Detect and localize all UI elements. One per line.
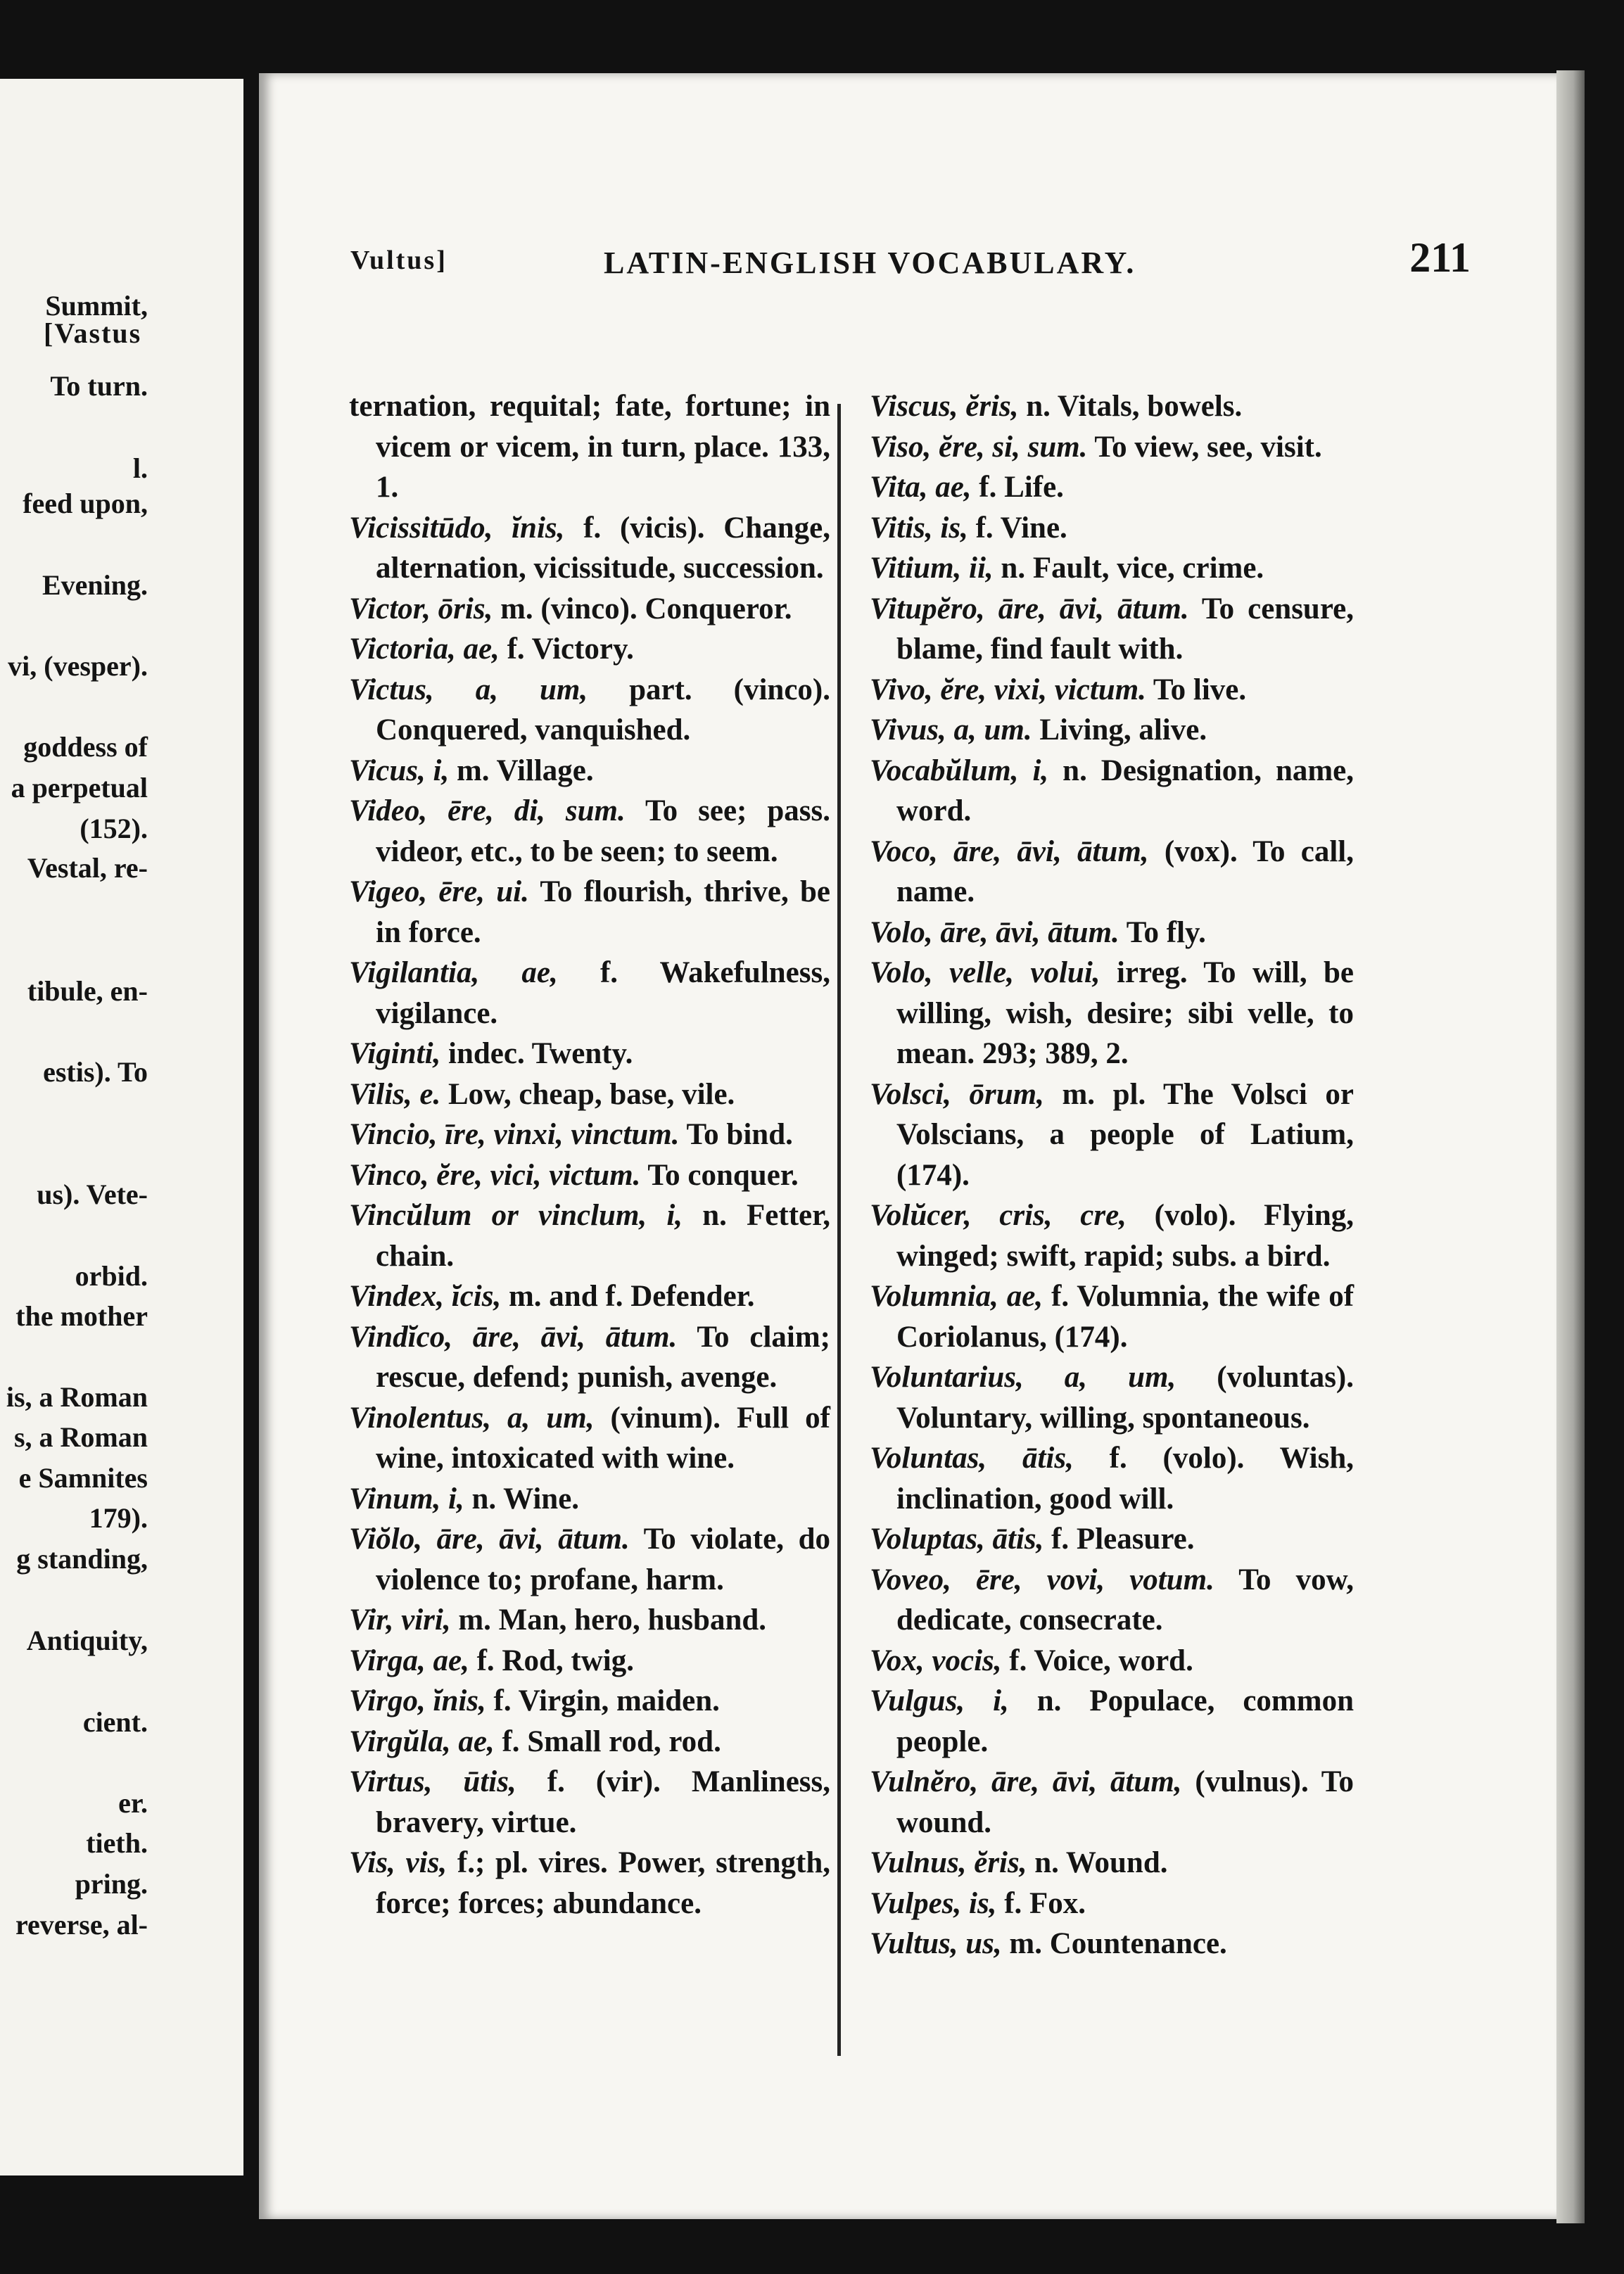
dictionary-entry: [349, 1114, 830, 1155]
entry-headword: Volumnia,: [870, 1280, 998, 1313]
dictionary-entry: [870, 467, 1354, 508]
entry-headword: Vir,: [349, 1603, 394, 1637]
entry-definition: f. Pleasure.: [1051, 1523, 1195, 1556]
entry-definition: f. Voice, word.: [1009, 1644, 1193, 1677]
dictionary-entry: [349, 1398, 830, 1479]
entry-forms: ātis,: [1022, 1442, 1074, 1475]
entry-definition: f. Virgin, maiden.: [493, 1684, 720, 1717]
previous-page-line: tibule, en-: [27, 975, 148, 1007]
entry-headword: Vigilantia,: [349, 956, 480, 989]
running-head: [350, 234, 1471, 290]
dictionary-entry: [870, 913, 1354, 953]
dictionary-entry: [349, 1317, 830, 1398]
entry-forms: ūtis,: [463, 1765, 516, 1798]
previous-page-running-head: [Vastus: [44, 317, 142, 349]
entry-headword: Victus,: [349, 673, 434, 706]
entry-definition: To claim; rescue, defend; punish, avenge.: [376, 1320, 830, 1394]
entry-definition: f. Victory.: [507, 633, 634, 666]
entry-definition: ternation, requital; fate, fortune; in vicem or vicem, in turn, place. 133, 1.: [349, 390, 830, 504]
entry-headword: Volo,: [870, 915, 933, 949]
dictionary-entry: [870, 953, 1354, 1074]
previous-page-line: Evening.: [42, 569, 148, 601]
entry-headword: Volo,: [870, 956, 933, 989]
entry-headword: Vitium,: [870, 552, 962, 585]
entry-forms: īre, vinxi, vinctum.: [445, 1118, 680, 1151]
previous-page-line: Vestal, re-: [27, 852, 148, 884]
dictionary-entry: [870, 1560, 1354, 1641]
entry-headword: Vocabŭlum,: [870, 754, 1019, 787]
entry-definition: (vox). To call, name.: [896, 834, 1355, 908]
dictionary-entry: [870, 386, 1354, 427]
previous-page-line: (152).: [80, 813, 148, 844]
dictionary-entry: [349, 508, 830, 589]
dictionary-entry: [349, 1600, 830, 1641]
entry-definition: To view, see, visit.: [1094, 430, 1322, 464]
entry-headword: Voco,: [870, 834, 938, 868]
entry-definition: f. (volo). Wish, inclination, good will.: [896, 1442, 1355, 1516]
entry-definition: f. Vine.: [975, 511, 1067, 545]
entry-headword: Vindĭco,: [349, 1320, 452, 1354]
entry-definition: Living, alive.: [1039, 713, 1207, 747]
dictionary-entry: [870, 548, 1354, 589]
dictionary-entry: [870, 1641, 1354, 1682]
entry-headword: Vincŭlum: [349, 1199, 472, 1232]
previous-page-line: er.: [118, 1787, 148, 1819]
entry-headword: Virga,: [349, 1644, 426, 1677]
entry-definition: (vulnus). To wound.: [896, 1765, 1354, 1839]
dictionary-entry: [870, 670, 1354, 711]
entry-definition: f. (vicis). Change, alternation, vicissitude, succession.: [376, 511, 831, 585]
entry-forms: ēre, di, sum.: [448, 794, 626, 827]
entry-headword: Vincio,: [349, 1118, 438, 1151]
dictionary-entry: [870, 1924, 1354, 1964]
entry-forms: e.: [419, 1077, 441, 1111]
entry-definition: To live.: [1153, 673, 1247, 706]
entry-forms: ĭcis,: [451, 1280, 502, 1313]
entry-definition: m. Village.: [456, 754, 594, 787]
previous-page-line: e Samnites: [18, 1462, 148, 1494]
entry-forms: āre, āvi, ātum.: [436, 1523, 630, 1556]
previous-page-line: orbid.: [75, 1260, 148, 1292]
entry-headword: Vis,: [349, 1846, 395, 1879]
dictionary-entry: [349, 1722, 830, 1762]
entry-definition: n. Fetter, chain.: [376, 1199, 830, 1273]
entry-definition: f. Life.: [979, 471, 1064, 504]
previous-page-line: cient.: [82, 1706, 148, 1738]
vocabulary-column-right: [870, 386, 1354, 1964]
previous-page-line: goddess of: [23, 731, 148, 763]
dictionary-entry: [349, 670, 830, 751]
dictionary-entry: [870, 508, 1354, 549]
entry-definition: To conquer.: [647, 1158, 799, 1192]
entry-definition: To see; pass. videor, etc., to be seen; to seem.: [376, 794, 830, 868]
dictionary-entry: [870, 1074, 1354, 1196]
dictionary-entry: [870, 1884, 1354, 1924]
entry-definition: m. Man, hero, husband.: [458, 1603, 767, 1637]
entry-forms: i,: [433, 754, 450, 787]
entry-definition: irreg. To will, be willing, wish, desire; sibi velle, to mean. 293; 389, 2.: [896, 956, 1355, 1070]
dictionary-entry: [870, 1195, 1354, 1276]
previous-page-line: l.: [132, 452, 148, 484]
entry-headword: Vicus,: [349, 754, 426, 787]
previous-page-line: Antiquity,: [26, 1625, 148, 1656]
entry-headword: Virgo,: [349, 1684, 426, 1717]
entry-forms: ae,: [433, 1644, 469, 1677]
previous-page-line: pring.: [75, 1868, 148, 1900]
previous-page-line: s, a Roman: [13, 1421, 148, 1453]
entry-definition: (vinum). Full of wine, intoxicated with wine.: [376, 1401, 830, 1475]
entry-definition: To flourish, thrive, be in force.: [376, 875, 830, 949]
dictionary-entry: [870, 832, 1354, 913]
entry-definition: f. Rod, twig.: [476, 1644, 634, 1677]
entry-definition: m. (vinco). Conqueror.: [500, 592, 792, 625]
entry-forms: vis,: [405, 1846, 448, 1879]
dictionary-entry: [870, 589, 1354, 670]
entry-headword: Vicissitūdo,: [349, 511, 493, 545]
page-number: 211: [1409, 234, 1471, 281]
entry-headword: Vitupĕro,: [870, 592, 985, 625]
dictionary-entry: [870, 751, 1354, 832]
entry-forms: ae,: [458, 1724, 495, 1758]
entry-definition: n. Wine.: [471, 1482, 580, 1516]
entry-definition: m. Countenance.: [1009, 1927, 1227, 1960]
entry-headword: Viscus,: [870, 390, 958, 423]
entry-forms: ae,: [935, 471, 972, 504]
entry-definition: n. Vitals, bowels.: [1026, 390, 1243, 423]
dictionary-entry: [870, 1357, 1354, 1438]
entry-forms: us,: [965, 1927, 1002, 1960]
entry-forms: i,: [993, 1684, 1009, 1717]
dictionary-entry: [349, 1519, 830, 1600]
dictionary-entry: [349, 1479, 830, 1520]
entry-forms: ĕris,: [965, 390, 1019, 423]
entry-forms: is,: [969, 1886, 997, 1920]
entry-definition: n. Populace, common people.: [896, 1684, 1354, 1758]
entry-headword: Viŏlo,: [349, 1523, 422, 1556]
page-edge: [1556, 70, 1585, 2223]
entry-headword: Viso,: [870, 430, 932, 464]
entry-forms: ĕre, vici, victum.: [436, 1158, 641, 1192]
entry-headword: Voluptas,: [870, 1523, 985, 1556]
dictionary-entry: [349, 1276, 830, 1317]
dictionary-entry: [349, 1843, 830, 1924]
entry-headword: Voluntas,: [870, 1442, 987, 1475]
previous-page-line: is, a Roman: [6, 1381, 148, 1413]
entry-forms: a, um,: [475, 673, 588, 706]
entry-definition: f. Volumnia, the wife of Coriolanus, (174).: [896, 1280, 1355, 1354]
previous-page-line: Summit,: [45, 290, 148, 322]
entry-forms: āre, āvi, ātum,: [991, 1765, 1182, 1798]
book-page: [259, 73, 1556, 2219]
previous-page-line: us). Vete-: [37, 1179, 148, 1210]
dictionary-entry: [870, 427, 1354, 468]
entry-definition: f. Small rod, rod.: [502, 1724, 721, 1758]
dictionary-entry: [349, 953, 830, 1034]
entry-definition: n. Wound.: [1034, 1846, 1168, 1879]
entry-forms: i,: [448, 1482, 464, 1516]
entry-definition: Low, cheap, base, vile.: [448, 1077, 735, 1111]
entry-headword: Vinolentus,: [349, 1401, 491, 1435]
entry-headword: Vilis,: [349, 1077, 412, 1111]
entry-definition: To bind.: [686, 1118, 793, 1151]
entry-headword: Vulpes,: [870, 1886, 962, 1920]
entry-forms: ĕre, vixi, victum.: [940, 673, 1146, 706]
previous-page-line: 179).: [89, 1502, 148, 1534]
entry-headword: Viginti,: [349, 1037, 441, 1070]
entry-headword: Virtus,: [349, 1765, 433, 1798]
entry-definition: indec. Twenty.: [448, 1037, 633, 1070]
dictionary-entry: [870, 710, 1354, 751]
entry-definition: m. and f. Defender.: [508, 1280, 755, 1313]
entry-headword: Volŭcer,: [870, 1199, 972, 1232]
entry-headword: Voluntarius,: [870, 1361, 1024, 1394]
entry-forms: āre, āvi, ātum.: [472, 1320, 678, 1354]
dictionary-entry: [870, 1276, 1354, 1357]
entry-forms: i,: [1032, 754, 1049, 787]
dictionary-entry: [349, 1641, 830, 1682]
previous-page-line: vi, (vesper).: [8, 650, 148, 682]
entry-headword: Vita,: [870, 471, 928, 504]
entry-definition: n. Designation, name, word.: [896, 754, 1355, 827]
entry-forms: ae,: [1006, 1280, 1043, 1313]
dictionary-entry: [349, 1074, 830, 1115]
dictionary-entry: [349, 791, 830, 872]
entry-forms: ĭnis,: [433, 1684, 486, 1717]
dictionary-entry: [349, 1195, 830, 1276]
dictionary-entry: [349, 589, 830, 630]
column-divider: [837, 404, 841, 2056]
entry-definition: n. Fault, vice, crime.: [1001, 552, 1264, 585]
entry-headword: Video,: [349, 794, 428, 827]
entry-headword: Vulgus,: [870, 1684, 965, 1717]
dictionary-entry: [349, 1034, 830, 1074]
dictionary-entry: [349, 1762, 830, 1843]
previous-page-line: reverse, al-: [15, 1909, 148, 1940]
entry-definition: f. (vir). Manliness, bravery, virtue.: [376, 1765, 830, 1839]
entry-headword: Vulnĕro,: [870, 1765, 979, 1798]
entry-definition: (voluntas). Voluntary, willing, spontaneous.: [896, 1361, 1354, 1435]
entry-forms: ōris,: [438, 592, 493, 625]
previous-page-line: tieth.: [86, 1827, 148, 1859]
entry-headword: Virgŭla,: [349, 1724, 451, 1758]
entry-headword: Vulnus,: [870, 1846, 967, 1879]
entry-definition: To vow, dedicate, consecrate.: [896, 1563, 1354, 1637]
entry-forms: ōrum,: [969, 1077, 1044, 1111]
dictionary-entry: [349, 1681, 830, 1722]
entry-forms: āre, āvi, ātum.: [998, 592, 1189, 625]
entry-definition: f.; pl. vires. Power, strength, force; forces; abundance.: [376, 1846, 831, 1920]
dictionary-entry: [349, 386, 830, 508]
entry-definition: f. Wakefulness, vigilance.: [376, 956, 830, 1030]
dictionary-entry: [870, 1762, 1354, 1843]
dictionary-entry: [349, 1155, 830, 1196]
dictionary-entry: [870, 1681, 1354, 1762]
entry-definition: To violate, do violence to; profane, harm.: [376, 1523, 830, 1596]
previous-page-fragment: [0, 79, 243, 2175]
dictionary-entry: [870, 1438, 1354, 1519]
entry-headword: Victor,: [349, 592, 431, 625]
entry-forms: velle, volui,: [949, 956, 1100, 989]
entry-definition: part. (vinco). Conquered, vanquished.: [376, 673, 831, 747]
entry-headword: Voveo,: [870, 1563, 951, 1596]
previous-page-line: feed upon,: [23, 488, 148, 519]
entry-forms: ēre, ui.: [438, 875, 529, 908]
running-head-title: LATIN-ENGLISH VOCABULARY.: [604, 246, 1136, 280]
vocabulary-column-left: [349, 386, 830, 1924]
entry-headword: Vivus,: [870, 713, 946, 747]
entry-forms: ĕre, si, sum.: [939, 430, 1088, 464]
dictionary-entry: [349, 872, 830, 953]
entry-forms: ae,: [463, 633, 500, 666]
entry-definition: (volo). Flying, winged; swift, rapid; subs. a bird.: [896, 1199, 1354, 1273]
entry-forms: āre, āvi, ātum,: [953, 834, 1149, 868]
entry-forms: a, um.: [953, 713, 1032, 747]
entry-forms: is,: [940, 511, 968, 545]
entry-forms: ae,: [521, 956, 558, 989]
previous-page-line: To turn.: [50, 370, 148, 402]
entry-headword: Vinum,: [349, 1482, 441, 1516]
entry-headword: Vitis,: [870, 511, 933, 545]
entry-forms: cris, cre,: [999, 1199, 1127, 1232]
entry-headword: Vindex,: [349, 1280, 445, 1313]
entry-forms: ĭnis,: [512, 511, 565, 545]
dictionary-entry: [870, 1519, 1354, 1560]
entry-forms: viri,: [401, 1603, 451, 1637]
entry-headword: Victoria,: [349, 633, 456, 666]
dictionary-entry: [349, 751, 830, 792]
previous-page-line: a perpetual: [11, 772, 148, 803]
entry-forms: vocis,: [932, 1644, 1002, 1677]
entry-forms: ātis,: [992, 1523, 1044, 1556]
previous-page-line: g standing,: [16, 1543, 148, 1575]
dictionary-entry: [870, 1843, 1354, 1884]
entry-definition: m. pl. The Volsci or Volscians, a people of Latium, (174).: [896, 1077, 1355, 1192]
entry-headword: Vinco,: [349, 1158, 429, 1192]
entry-definition: To fly.: [1126, 915, 1206, 949]
running-head-guide-word: Vultus]: [350, 246, 448, 275]
entry-forms: ĕris,: [974, 1846, 1027, 1879]
entry-forms: ēre, vovi, votum.: [975, 1563, 1214, 1596]
previous-page-line: estis). To: [43, 1056, 148, 1088]
dictionary-entry: [349, 629, 830, 670]
entry-headword: Volsci,: [870, 1077, 951, 1111]
entry-forms: āre, āvi, ātum.: [940, 915, 1119, 949]
entry-definition: f. Fox.: [1004, 1886, 1086, 1920]
entry-headword: Vox,: [870, 1644, 925, 1677]
entry-headword: Vigeo,: [349, 875, 428, 908]
entry-definition: To censure, blame, find fault with.: [896, 592, 1354, 666]
entry-forms: a, um,: [1064, 1361, 1176, 1394]
entry-forms: a, um,: [507, 1401, 595, 1435]
previous-page-line: the mother: [15, 1300, 148, 1332]
entry-headword: Vivo,: [870, 673, 933, 706]
entry-forms: or vinclum, i,: [491, 1199, 683, 1232]
entry-headword: Vultus,: [870, 1927, 958, 1960]
entry-forms: ii,: [969, 552, 994, 585]
